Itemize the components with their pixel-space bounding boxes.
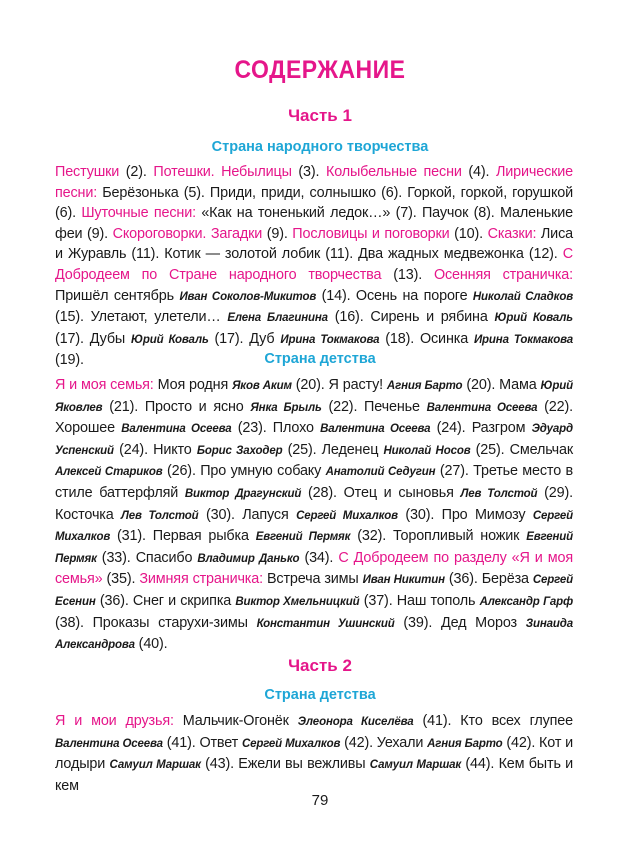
entry-text: (20). Мама: [462, 377, 541, 393]
entry-text: (30). Про Мимозу: [397, 506, 533, 523]
entry-text: (21). Просто и ясно: [102, 398, 251, 415]
entry-text: (37). Наш тополь: [359, 592, 480, 609]
author-name: Сергей Михалков: [241, 737, 341, 750]
author-name: Зинаида Александрова: [55, 617, 573, 652]
category-label: Скороговорки. Загадки: [112, 225, 263, 242]
entry-text: (22). Хорошее: [55, 398, 574, 437]
author-name: Николай Носов: [383, 444, 471, 457]
category-label: С Добродеем по разделу «Я и моя семья»: [55, 549, 573, 588]
entry-text: (27). Третье место в стиле баттерфляй: [55, 463, 573, 501]
category-label: Пестушки: [55, 164, 120, 180]
entry-text: (28). Отец и сыновья: [301, 484, 461, 501]
toc-paragraph: [55, 162, 573, 371]
author-name: Борис Заходер: [196, 444, 283, 457]
author-name: Агния Барто: [427, 737, 503, 750]
author-name: Виктор Хмельницкий: [235, 595, 360, 608]
toc-paragraph: [55, 711, 573, 796]
entry-text: (30). Лапуся: [198, 506, 297, 523]
entry-text: (3).: [291, 164, 326, 180]
author-name: Валентина Осеева: [426, 401, 538, 414]
entry-text: (39). Дед Мороз: [394, 614, 526, 631]
author-name: Самуил Маршак: [109, 759, 201, 772]
entry-text: (41). Кто всех глупее: [413, 713, 573, 729]
entry-text: (9).: [262, 225, 293, 242]
author-name: Лев Толстой: [121, 509, 199, 522]
author-name: Юрий Коваль: [131, 333, 209, 346]
category-label: Осенняя страничка:: [433, 266, 574, 283]
part-heading-2: Часть 2: [288, 656, 352, 675]
entry-text: (40).: [134, 636, 168, 653]
author-name: Ирина Токмакова: [280, 333, 380, 346]
part-heading-1: Часть 1: [288, 106, 352, 125]
author-name: Сергей Михалков: [296, 509, 398, 522]
author-name: Александр Гарф: [479, 595, 573, 608]
entry-text: (24). Разгром: [430, 420, 532, 437]
entry-text: (41). Ответ: [162, 734, 242, 751]
section-heading-childhood-2: Страна детства: [264, 687, 376, 703]
entry-text: (36). Снег и скрипка: [95, 592, 236, 609]
entry-text: (18). Осинка: [379, 330, 474, 347]
entry-text: Моя родня: [153, 377, 233, 393]
toc-paragraph: [55, 375, 573, 656]
category-label: Колыбельные песни: [325, 164, 462, 180]
entry-text: (15). Улетают, улетели…: [55, 309, 228, 326]
author-name: Виктор Драгунский: [184, 487, 302, 500]
author-name: Ирина Токмакова: [473, 333, 573, 346]
entry-text: (16). Сирень и рябина: [327, 309, 495, 326]
entry-text: (44). Кем быть и кем: [55, 756, 573, 794]
category-label: Я и мои друзья:: [55, 713, 174, 729]
entry-text: (10).: [449, 225, 488, 242]
author-name: Юрий Коваль: [494, 312, 573, 325]
entry-text: (26). Про умную собаку: [162, 463, 326, 480]
author-name: Иван Никитин: [362, 574, 445, 587]
entry-text: (20). Я расту!: [291, 377, 387, 393]
category-label: Потешки. Небылицы: [153, 164, 292, 180]
page-title: СОДЕРЖАНИЕ: [234, 56, 406, 84]
entry-text: (33). Спасибо: [96, 549, 198, 566]
author-name: Эдуард Успенский: [55, 423, 573, 457]
entry-text: (2).: [119, 164, 154, 180]
category-label: Лирические песни:: [55, 164, 574, 201]
entry-text: Лиса и Журавль (11). Котик — золотой лобик (11). Два жадных медвежонка (12).: [55, 225, 573, 263]
section-heading-folk: Страна народного творчества: [211, 139, 429, 155]
entry-text: (34).: [299, 549, 339, 566]
author-name: Евгений Пермяк: [255, 531, 351, 544]
author-name: Николай Сладков: [472, 290, 573, 303]
entry-text: (29). Косточка: [55, 484, 573, 523]
entry-text: (25). Леденец: [282, 441, 384, 458]
author-name: Константин Ушинский: [256, 617, 395, 630]
entry-text: (23). Плохо: [231, 420, 321, 437]
section-heading-childhood: Страна детства: [264, 351, 376, 367]
category-label: С Добродеем по Стране народного творчества: [55, 246, 573, 283]
author-name: Валентина Осеева: [121, 423, 232, 436]
category-label: Я и моя семья:: [55, 377, 154, 393]
entry-text: (17). Дубы: [55, 330, 132, 347]
entry-text: (35).: [102, 571, 140, 588]
category-label: Пословицы и поговорки: [292, 225, 450, 242]
author-name: Сергей Михалков: [55, 509, 574, 544]
entry-text: (42). Кот и лодыри: [55, 734, 573, 773]
author-name: Сергей Есенин: [55, 574, 573, 608]
entry-text: Пришёл сентябрь: [55, 287, 180, 304]
entry-text: (13).: [381, 266, 434, 283]
entry-text: (24). Никто: [113, 441, 197, 458]
entry-text: (17). Дуб: [208, 330, 281, 347]
author-name: Елена Благинина: [227, 312, 328, 325]
author-name: Элеонора Киселёва: [297, 716, 414, 728]
entry-text: (36). Берёза: [444, 571, 533, 588]
entry-text: Мальчик-Огонёк: [173, 713, 298, 729]
entry-text: «Как на тоненький ледок…» (7). Паучок (8). Маленькие феи (9).: [55, 205, 573, 242]
author-name: Владимир Данько: [197, 552, 300, 565]
author-name: Самуил Маршак: [369, 759, 462, 772]
entry-text: (19).: [55, 352, 84, 369]
entry-text: (32). Торопливый ножик: [350, 528, 527, 545]
entry-text: (25). Смельчак: [470, 441, 573, 458]
author-name: Юрий Яковлев: [55, 380, 573, 414]
author-name: Валентина Осеева: [55, 737, 163, 750]
entry-text: (38). Проказы старухи-зимы: [55, 614, 257, 631]
author-name: Иван Соколов-Микитов: [179, 290, 317, 303]
page-number: 79: [311, 792, 329, 809]
author-name: Алексей Стариков: [55, 466, 163, 479]
category-label: Зимняя страничка:: [139, 571, 263, 588]
entry-text: (43). Ежели вы вежливы: [200, 756, 370, 773]
entry-text: Берёзонька (5). Приди, приди, солнышко (6). Горкой, горкой, горушкой (6).: [55, 184, 573, 222]
author-name: Агния Барто: [386, 380, 463, 392]
author-name: Валентина Осеева: [320, 423, 431, 436]
category-label: Шуточные песни:: [81, 205, 196, 222]
entry-text: (22). Печенье: [321, 398, 427, 415]
category-label: Сказки:: [487, 225, 537, 242]
entry-text: Встреча зимы: [262, 571, 363, 588]
entry-text: (14). Осень на пороге: [316, 287, 473, 304]
author-name: Яков Аким: [232, 380, 292, 392]
author-name: Янка Брыль: [250, 401, 322, 414]
entry-text: (4).: [461, 164, 496, 180]
author-name: Анатолий Седугин: [325, 466, 436, 479]
entry-text: (42). Уехали: [340, 734, 428, 751]
author-name: Евгений Пермяк: [55, 531, 573, 565]
entry-text: (31). Первая рыбка: [110, 528, 256, 545]
author-name: Лев Толстой: [460, 487, 538, 500]
